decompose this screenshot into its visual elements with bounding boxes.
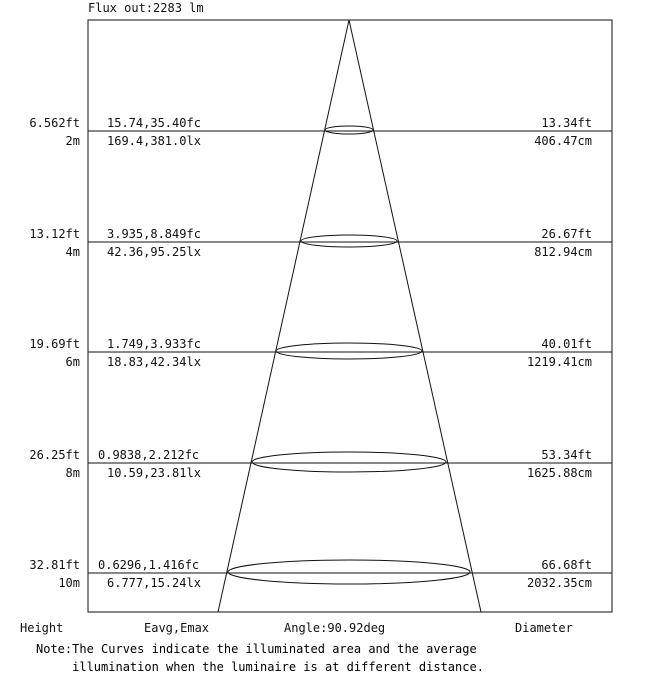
note-line-2: illumination when the luminaire is at different distance. [36,660,484,674]
beam-ellipse [301,235,397,247]
distance-row [29,448,612,480]
beam-ellipse [325,126,373,134]
illuminance-fc: 0.6296,1.416fc [98,558,200,572]
diameter-ft: 13.34ft [541,116,592,130]
illuminance-fc: 0.9838,2.212fc [98,448,200,462]
distance-row [29,116,612,148]
diameter-cm: 406.47cm [534,134,592,148]
illuminance-lx: 169.4,381.0lx [107,134,201,148]
beam-ellipse [252,452,446,472]
note [36,640,484,676]
diameter-ft: 66.68ft [541,558,592,572]
beam-ellipse [276,343,422,359]
height-label: Height [20,621,64,635]
diameter-ft: 53.34ft [541,448,592,462]
height-m: 2m [65,134,80,148]
eavg-label: Eavg,Emax [144,621,210,635]
distance-rows [29,116,612,590]
illuminance-fc: 3.935,8.849fc [107,227,201,241]
height-ft: 13.12ft [29,227,80,241]
diameter-cm: 1219.41cm [526,355,592,369]
flux-label: Flux out:2283 lm [88,1,204,15]
illuminance-lx: 18.83,42.34lx [107,355,201,369]
diameter-ft: 26.67ft [541,227,592,241]
illuminance-fc: 15.74,35.40fc [107,116,201,130]
diameter-cm: 812.94cm [534,245,592,259]
illuminance-fc: 1.749,3.933fc [107,337,201,351]
height-m: 10m [58,576,80,590]
illuminance-lx: 10.59,23.81lx [107,466,201,480]
note-line-1: Note:The Curves indicate the illuminated area and the average [36,642,477,656]
beam-ellipse [228,560,470,584]
beam-cone [218,20,481,612]
distance-row [29,227,612,259]
illuminance-lx: 42.36,95.25lx [107,245,201,259]
distance-row [29,337,612,369]
height-m: 6m [65,355,80,369]
height-ft: 26.25ft [29,448,80,462]
cone-right-edge [349,20,481,612]
height-ft: 19.69ft [29,337,80,351]
height-ft: 6.562ft [29,116,80,130]
cone-left-edge [218,20,349,612]
angle-label: Angle:90.92deg [284,621,386,635]
height-m: 4m [65,245,80,259]
height-ft: 32.81ft [29,558,80,572]
height-m: 8m [65,466,80,480]
diameter-cm: 1625.88cm [526,466,592,480]
distance-row [29,558,612,590]
diameter-label: Diameter [515,621,573,635]
diameter-ft: 40.01ft [541,337,592,351]
diameter-cm: 2032.35cm [526,576,592,590]
illuminance-lx: 6.777,15.24lx [107,576,201,590]
diagram-frame [88,20,612,612]
